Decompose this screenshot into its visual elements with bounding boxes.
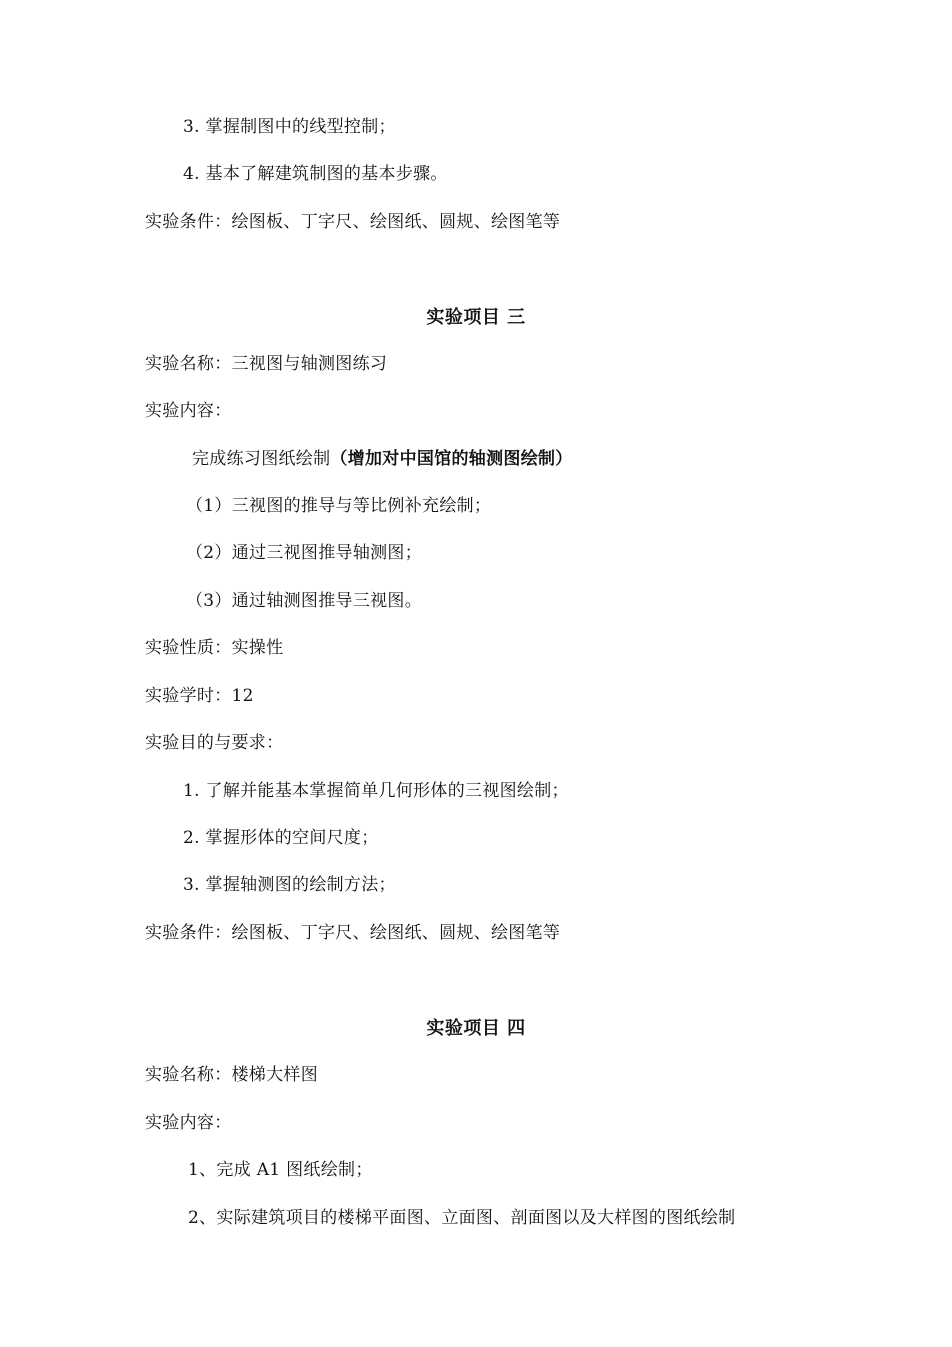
experiment-name: 实验名称：楼梯大样图 xyxy=(145,1065,318,1085)
content-item: （1）三视图的推导与等比例补充绘制； xyxy=(186,496,492,516)
content-intro-text: 完成练习图纸绘制 xyxy=(192,449,331,469)
content-item: （2）通过三视图推导轴测图； xyxy=(186,543,423,563)
section-heading: 实验项目 三 xyxy=(426,307,526,328)
experiment-name: 实验名称：三视图与轴测图练习 xyxy=(145,354,388,374)
content-intro xyxy=(192,448,573,470)
experiment-hours: 实验学时：12 xyxy=(145,686,254,706)
content-item: 1、完成 A1 图纸绘制； xyxy=(188,1160,373,1180)
content-item: 2、实际建筑项目的楼梯平面图、立面图、剖面图以及大样图的图纸绘制 xyxy=(188,1208,736,1228)
content-intro-emphasis: （增加对中国馆的轴测图绘制） xyxy=(330,449,573,469)
content-label: 实验内容： xyxy=(145,1113,232,1133)
section-heading: 实验项目 四 xyxy=(426,1018,526,1039)
content-label: 实验内容： xyxy=(145,401,232,421)
objective-item: 3. 掌握轴测图的绘制方法； xyxy=(183,875,396,895)
objective-item: 3. 掌握制图中的线型控制； xyxy=(183,117,396,137)
conditions-line: 实验条件：绘图板、丁字尺、绘图纸、圆规、绘图笔等 xyxy=(145,923,561,943)
objectives-label: 实验目的与要求： xyxy=(145,733,284,753)
objective-item: 4. 基本了解建筑制图的基本步骤。 xyxy=(183,164,448,184)
objective-item: 1. 了解并能基本掌握简单几何形体的三视图绘制； xyxy=(183,781,569,801)
objective-item: 2. 掌握形体的空间尺度； xyxy=(183,828,379,848)
conditions-line: 实验条件：绘图板、丁字尺、绘图纸、圆规、绘图笔等 xyxy=(145,212,561,232)
experiment-nature: 实验性质：实操性 xyxy=(145,638,284,658)
content-item: （3）通过轴测图推导三视图。 xyxy=(186,591,423,611)
